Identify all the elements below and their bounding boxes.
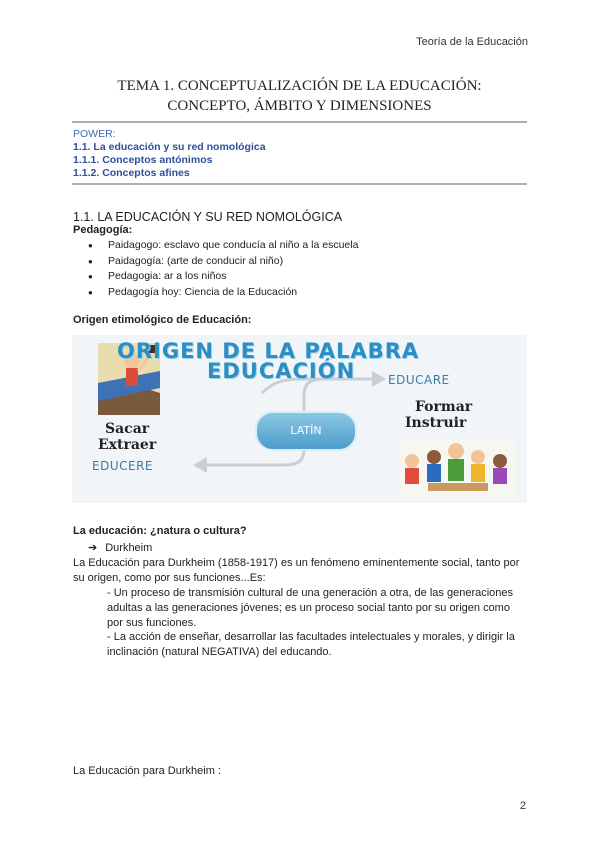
power-outline: [73, 128, 266, 180]
etymology-graphic: [72, 335, 527, 503]
durkheim-paragraph: La Educación para Durkheim (1858-1917) es un fenómeno eminentemente social, tanto por su origen, como por sus funciones...Es:: [73, 557, 520, 584]
extraer-label: Extraer: [98, 437, 157, 453]
power-label: POWER:: [73, 128, 116, 140]
instruir-label: Instruir: [405, 415, 467, 431]
educare-label: EDUCARE: [388, 373, 450, 387]
educere-label: EDUCERE: [92, 459, 153, 473]
power-item: 1.1.2. Conceptos afines: [73, 167, 190, 179]
power-divider: [72, 183, 527, 185]
durkheim-point-2: - La acción de enseñar, desarrollar las facultades intelectuales y morales, y dirigir la inclinación (natural NEGATIVA) del educando.: [107, 631, 515, 658]
power-item: 1.1. La educación y su red nomológica: [73, 141, 266, 153]
section-heading: 1.1. LA EDUCACIÓN Y SU RED NOMOLÓGICA: [73, 210, 343, 224]
pedagogia-list: [88, 238, 358, 300]
list-item: ● Paidagogía: (arte de conducir al niño): [88, 254, 358, 270]
list-item: ● Pedagogía hoy: Ciencia de la Educación: [88, 285, 358, 301]
page-title-line-2: CONCEPTO, ÁMBITO Y DIMENSIONES: [167, 98, 432, 114]
graphic-title-line-1: ORIGEN DE LA PALABRA: [117, 339, 420, 363]
page-number: 2: [519, 800, 526, 812]
latin-node: LATÍN: [255, 411, 357, 451]
children-illustration: [398, 439, 516, 497]
sacar-label: Sacar: [105, 421, 150, 437]
running-header: Teoría de la Educación: [416, 36, 528, 48]
power-item: 1.1.1. Conceptos antónimos: [73, 154, 213, 166]
list-item: ● Pedagogia: ar a los niños: [88, 269, 358, 285]
formar-label: Formar: [415, 399, 473, 415]
page-title-line-1: TEMA 1. CONCEPTUALIZACIÓN DE LA EDUCACIÓN:: [117, 78, 482, 94]
arrow-list-item: [88, 541, 152, 556]
durkheim-item: Durkheim: [105, 542, 153, 554]
natura-heading: La educación: ¿natura o cultura?: [73, 525, 247, 537]
durkheim-point-1: - Un proceso de transmisión cultural de una generación a otra, de las generaciones adultas a las generaciones jóvenes; es un proceso social tanto por su origen como por sus funciones.: [107, 587, 514, 629]
list-item: ● Paidagogo: esclavo que conducía al niño a la escuela: [88, 238, 358, 254]
durkheim-continuation: La Educación para Durkheim :: [73, 765, 221, 777]
origen-label: Origen etimológico de Educación:: [73, 314, 252, 326]
arrow-right-icon: ➔: [88, 542, 98, 554]
graphic-title-line-2: EDUCACIÓN: [207, 359, 356, 383]
top-divider: [72, 121, 527, 123]
pedagogia-label: Pedagogía:: [73, 224, 133, 236]
